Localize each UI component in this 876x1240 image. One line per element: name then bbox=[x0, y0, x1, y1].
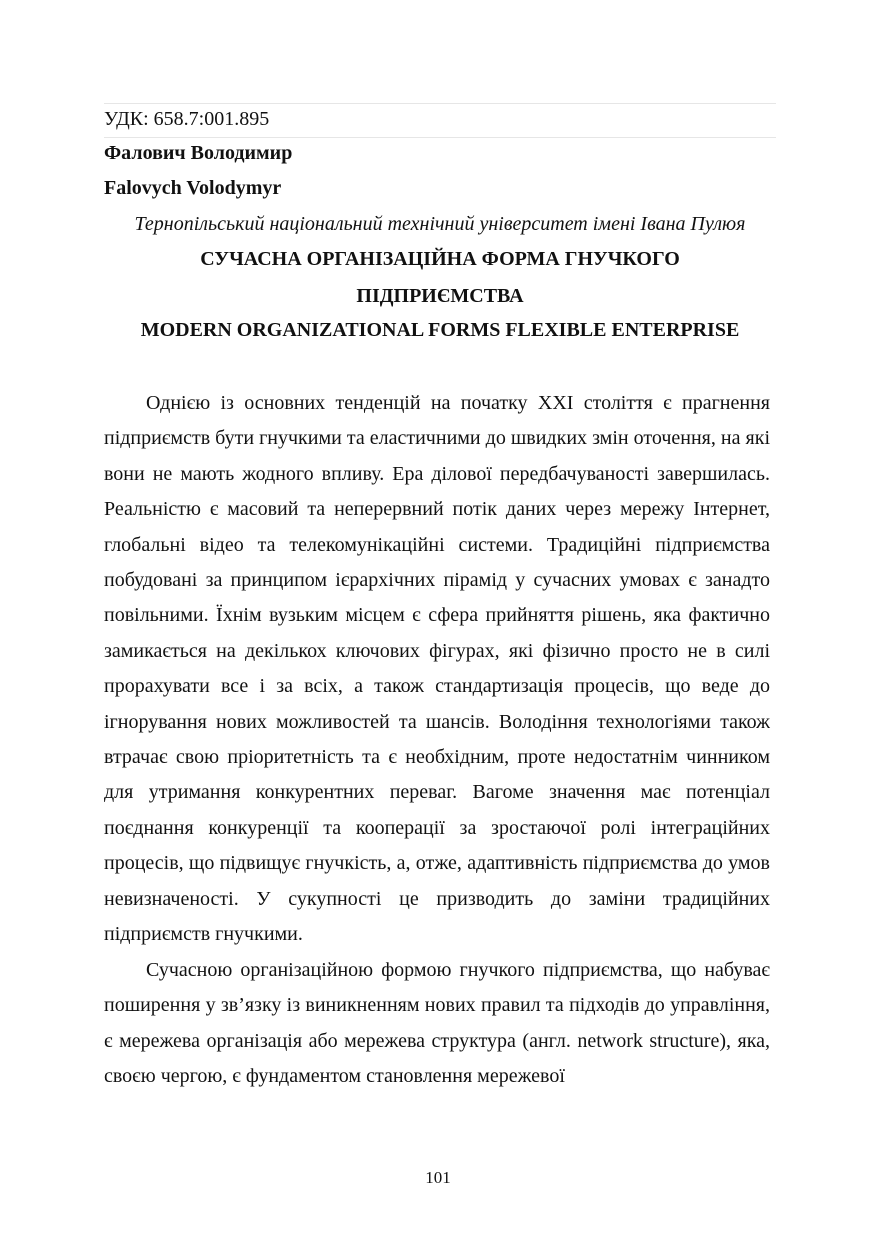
author-name-en: Falovych Volodymyr bbox=[104, 177, 282, 199]
body-paragraph-1: Однією із основних тенденцій на початку ХХІ століття є прагнення підприємств бути гнучкими та еластичними до швидких змін оточення, на які вони не мають жодного впливу. Ера ділової передбачуваності завершилась. Реальністю є масовий та неперервний потік даних через мережу Інтернет, глобальні відео та телекомунікаційні системи. Традиційні підприємства побудовані за принципом ієрархічних пірамід у сучасних умовах є занадто повільними. Їхнім вузьким місцем є сфера прийняття рішень, яка фактично замикається на декількох ключових фігурах, які фізично просто не в силі прорахувати все і за всіх, а також стандартизація процесів, що веде до ігнорування нових можливостей та шансів. Володіння технологіями також втрачає свою пріоритетність та є необхідним, проте недостатнім чинником для утримання конкурентних переваг. Вагоме значення має потенціал поєднання конкуренції та кооперації за зростаючої ролі інтеграційних процесів, що підвищує гнучкість, а, отже, адаптивність підприємства до умов невизначеності. У сукупності це призводить до заміни традиційних підприємств гнучкими. bbox=[104, 392, 770, 946]
body-paragraph-2: Сучасною організаційною формою гнучкого підприємства, що набуває поширення у зв’язку із виникненням нових правил та підходів до управління, є мережева організація або мережева структура (англ. network structure), яка, своєю чергою, є фундаментом становлення мережевої bbox=[104, 959, 770, 1088]
author-name-ua: Фалович Володимир bbox=[104, 142, 293, 164]
article-title-en: MODERN ORGANIZATIONAL FORMS FLEXIBLE ENTERPRISE bbox=[140, 319, 740, 341]
article-title-ua-line1: СУЧАСНА ОРГАНІЗАЦІЙНА ФОРМА ГНУЧКОГО bbox=[200, 248, 680, 270]
page-number: 101 bbox=[425, 1168, 451, 1187]
article-title-ua-line2: ПІДПРИЄМСТВА bbox=[356, 285, 524, 307]
author-affiliation: Тернопільський національний технічний університет імені Івана Пулюя bbox=[134, 213, 746, 235]
udk-code: УДК: 658.7:001.895 bbox=[104, 108, 270, 130]
